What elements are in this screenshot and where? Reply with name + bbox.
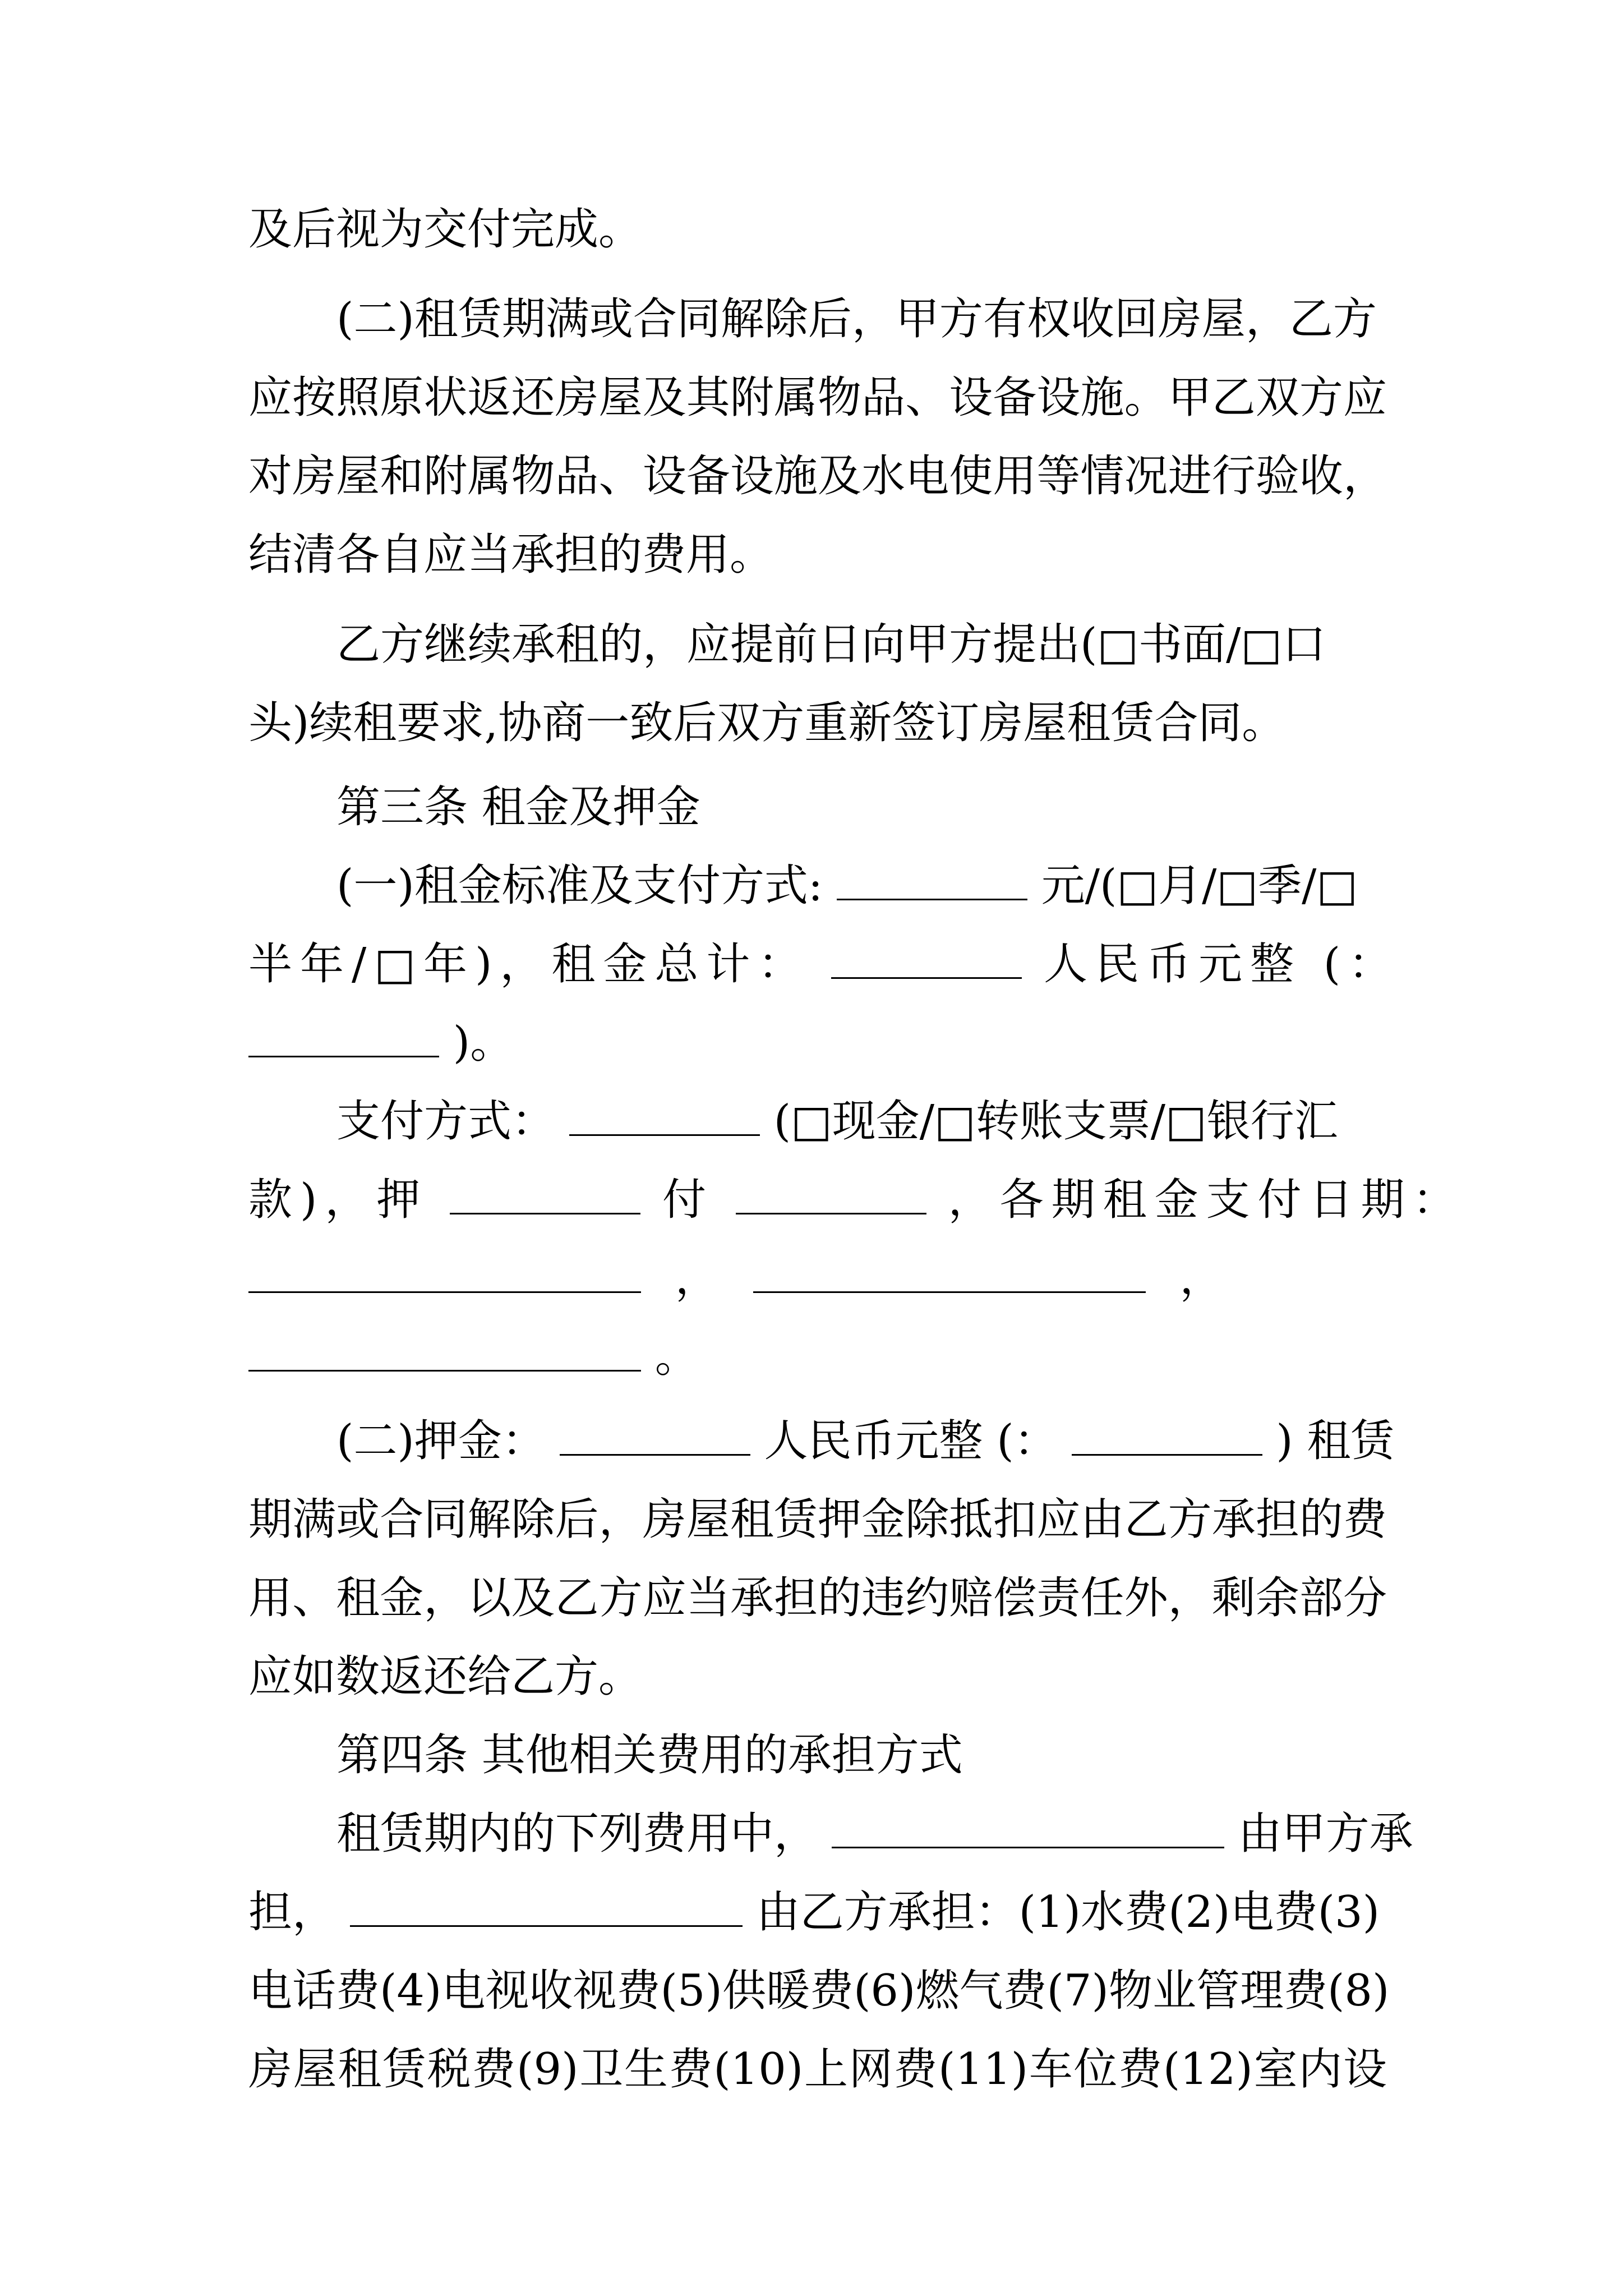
text: 元/(□月/□季/□ (1041, 861, 1358, 911)
text-line (248, 1004, 1387, 1082)
text: 款)，押 (248, 1175, 428, 1225)
text: 头)续租要求,协商一致后双方重新签订房屋租赁合同。 (248, 698, 1286, 748)
text: (一)租金标准及支付方式: (336, 861, 823, 911)
fill-blank[interactable] (248, 1020, 439, 1057)
text: 及后视为交付完成。 (248, 204, 643, 255)
text-line (248, 438, 1387, 515)
text: (□现金/□转账支票/□银行汇 (773, 1096, 1338, 1147)
text: 。 (654, 1332, 699, 1382)
text-line (336, 606, 1387, 683)
text-line (248, 926, 1400, 1003)
text: 结清各自应当承担的费用。 (248, 530, 774, 580)
text: 电话费(4)电视收视费(5)供暖费(6)燃气费(7)物业管理费(8) (248, 1966, 1390, 2016)
text-line (248, 1318, 1387, 1396)
text: 半年/□年)，租金总计： (248, 939, 810, 990)
fill-blank[interactable] (753, 1255, 1146, 1293)
text-line (248, 1952, 1390, 2030)
text-line (336, 1083, 1387, 1160)
text: ， (675, 1253, 719, 1304)
fill-blank[interactable] (569, 1098, 760, 1136)
text: 人民币元整 (： (764, 1416, 1058, 1466)
section-heading (336, 1717, 1387, 1794)
fill-blank[interactable] (450, 1177, 640, 1214)
text-line (248, 1240, 1387, 1317)
text-line (248, 1874, 1387, 1951)
text-line (248, 191, 1387, 268)
text: 付 (662, 1175, 714, 1225)
text: 期满或合同解除后，房屋租赁押金除抵扣应由乙方承担的费 (248, 1494, 1387, 1545)
text-line (248, 2031, 1387, 2108)
text: 人民币元整 (： (1044, 939, 1400, 990)
fill-blank[interactable] (350, 1889, 743, 1927)
text-line (336, 1795, 1413, 1872)
fill-blank[interactable] (248, 1334, 641, 1372)
text: 租赁期内的下列费用中， (336, 1809, 818, 1859)
text: 对房屋和附属物品、设备设施及水电使用等情况进行验收， (248, 451, 1387, 501)
text-line (248, 1638, 1387, 1715)
text-line (336, 280, 1387, 358)
text-line (248, 1559, 1387, 1637)
text: (二)租赁期满或合同解除后，甲方有权收回房屋，乙方 (336, 294, 1377, 344)
text-line (248, 1481, 1387, 1558)
text: 由甲方承 (1238, 1809, 1413, 1859)
fill-blank[interactable] (248, 1255, 641, 1293)
text-line (336, 847, 1387, 924)
text: 由乙方承担：(1)水费(2)电费(3) (756, 1887, 1380, 1938)
text: (二)押金： (336, 1416, 546, 1466)
text: 第四条 其他相关费用的承担方式 (336, 1730, 963, 1780)
text-line (248, 359, 1387, 436)
text: 用、租金，以及乙方应当承担的违约赔偿责任外，剩余部分 (248, 1573, 1387, 1623)
text-line (248, 1161, 1464, 1239)
fill-blank[interactable] (1072, 1418, 1262, 1456)
text: )。 (453, 1018, 514, 1068)
text: 应如数返还给乙方。 (248, 1651, 643, 1702)
fill-blank[interactable] (837, 863, 1027, 900)
text-line (248, 684, 1387, 762)
fill-blank[interactable] (560, 1418, 750, 1456)
text: 支付方式： (336, 1096, 556, 1147)
text: ， (1179, 1253, 1224, 1304)
text-line (336, 1402, 1395, 1480)
text: 房屋租赁税费(9)卫生费(10)上网费(11)车位费(12)室内设 (248, 2044, 1387, 2095)
text: ) 租赁 (1276, 1416, 1395, 1466)
text-line (248, 516, 1387, 593)
text: 乙方继续承租的，应提前日向甲方提出(□书面/□口 (336, 619, 1326, 670)
fill-blank[interactable] (831, 941, 1022, 979)
section-heading (336, 769, 1387, 846)
text: 应按照原状返还房屋及其附属物品、设备设施。甲乙双方应 (248, 372, 1387, 423)
text: ，各期租金支付日期： (948, 1175, 1464, 1225)
fill-blank[interactable] (736, 1177, 926, 1214)
fill-blank[interactable] (832, 1811, 1224, 1848)
text: 担， (248, 1887, 336, 1938)
text: 第三条 租金及押金 (336, 782, 700, 832)
